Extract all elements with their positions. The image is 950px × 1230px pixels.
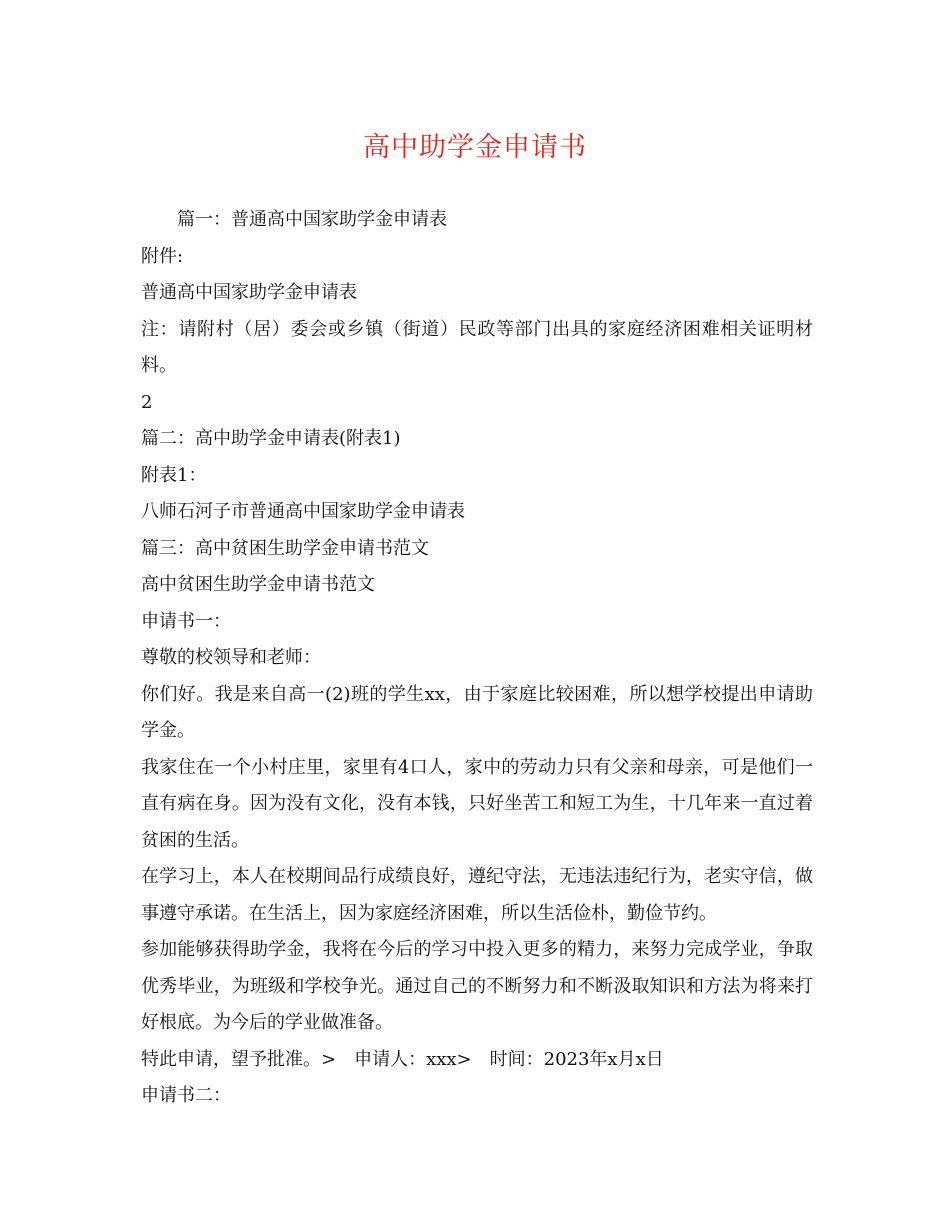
paragraph-intro: 你们好。我是来自高一(2)班的学生xx，由于家庭比较困难，所以想学校提出申请助学金。	[141, 683, 813, 741]
paragraph-form-title-1: 普通高中国家助学金申请表	[141, 282, 357, 303]
paragraph-form-title-2: 八师石河子市普通高中国家助学金申请表	[141, 501, 465, 522]
paragraph-study: 在学习上，本人在校期间品行成绩良好，遵纪守法，无违法违纪行为，老实守信，做事遵守承诺。在生活上，因为家庭经济困难，所以生活俭朴，勤俭节约。	[141, 866, 813, 924]
paragraph-family: 我家住在一个小村庄里，家里有4口人，家中的劳动力只有父亲和母亲，可是他们一直有病在身。因为没有文化，没有本钱，只好坐苦工和短工为生，十几年来一直过着贫困的生活。	[141, 756, 813, 851]
paragraph-part1-heading: 篇一：普通高中国家助学金申请表	[177, 209, 447, 230]
paragraph-part2-heading: 篇二：高中助学金申请表(附表1)	[141, 428, 401, 449]
paragraph-commitment: 参加能够获得助学金，我将在今后的学习中投入更多的精力，来努力完成学业，争取优秀毕业，为班级和学校争光。通过自己的不断努力和不断汲取知识和方法为将来打好根底。为今后的学业做准备。	[141, 939, 813, 1033]
document-body	[141, 202, 813, 1115]
paragraph-page-number: 2	[141, 391, 153, 413]
paragraph-letter-two-label: 申请书二：	[141, 1085, 231, 1106]
paragraph-part3-heading: 篇三：高中贫困生助学金申请书范文	[141, 537, 429, 559]
paragraph-note: 注：请附村（居）委会或乡镇（街道）民政等部门出具的家庭经济困难相关证明材料。	[141, 318, 813, 376]
paragraph-signature: 特此申请，望予批准。> 申请人：xxx> 时间：2023年x月x日	[141, 1048, 664, 1070]
paragraph-appendix-label: 附表1：	[141, 464, 207, 486]
paragraph-letter-one-label: 申请书一：	[141, 610, 231, 632]
paragraph-salutation: 尊敬的校领导和老师：	[141, 647, 321, 668]
paragraph-attachment-label: 附件:	[141, 245, 184, 267]
document-title: 高中助学金申请书	[363, 132, 587, 163]
paragraph-sample-title: 高中贫困生助学金申请书范文	[141, 574, 375, 595]
